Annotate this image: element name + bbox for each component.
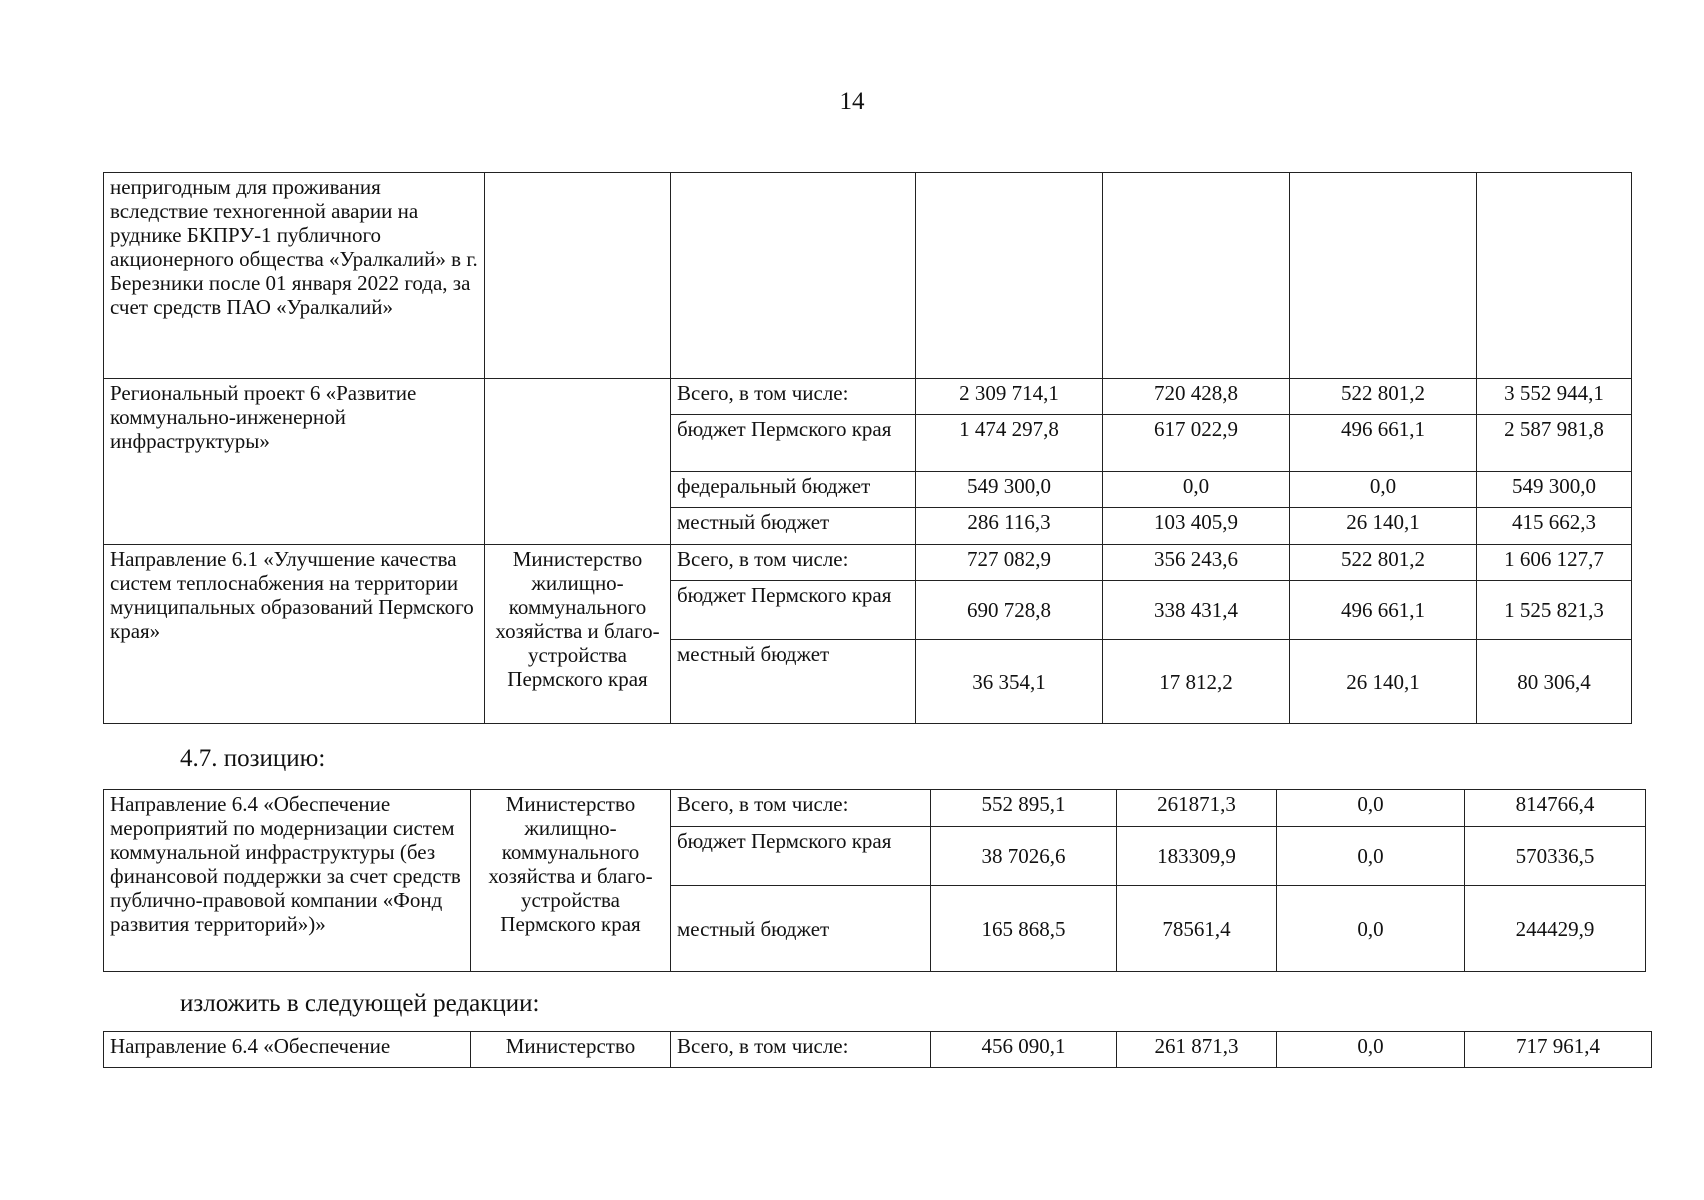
source-cell: Всего, в том числе: [671, 379, 916, 415]
value-cell: 0,0 [1277, 886, 1465, 972]
source-cell: местный бюджет [671, 886, 931, 972]
value-cell: 80 306,4 [1477, 640, 1632, 724]
value-cell: 183309,9 [1117, 827, 1277, 886]
table-row [104, 545, 1632, 581]
source-cell: бюджет Пермского края [671, 827, 931, 886]
value-cell: 522 801,2 [1290, 379, 1477, 415]
value-cell: 456 090,1 [931, 1032, 1117, 1068]
value-cell: 356 243,6 [1103, 545, 1290, 581]
value-cell: 549 300,0 [1477, 472, 1632, 508]
value-cell: 717 961,4 [1465, 1032, 1652, 1068]
caption-new-edition: изложить в следующей редакции: [180, 990, 540, 1017]
value-cell: 0,0 [1277, 1032, 1465, 1068]
direction-6-4-name: Направление 6.4 «Обеспечение мероприятий по модернизации систем коммунальной инфраструктуры (без финансовой поддержки за счет средств публично-правовой компании «Фонд развития территорий»)» [104, 790, 471, 972]
value-cell: 165 868,5 [931, 886, 1117, 972]
direction-6-1-name: Направление 6.1 «Улучшение качества систем теплоснабжения на территории муниципальных образований Пермского края» [104, 545, 485, 724]
value-cell: 261 871,3 [1117, 1032, 1277, 1068]
value-cell: 0,0 [1277, 790, 1465, 827]
value-cell: 1 525 821,3 [1477, 581, 1632, 640]
value-cell: 720 428,8 [1103, 379, 1290, 415]
value-cell: 261871,3 [1117, 790, 1277, 827]
value-cell: 0,0 [1103, 472, 1290, 508]
value-cell: 1 606 127,7 [1477, 545, 1632, 581]
value-cell: 496 661,1 [1290, 415, 1477, 472]
value-cell: 522 801,2 [1290, 545, 1477, 581]
program-table-continued [103, 172, 1632, 724]
value-cell: 103 405,9 [1103, 508, 1290, 545]
source-cell: местный бюджет [671, 640, 916, 724]
value-cell: 690 728,8 [916, 581, 1103, 640]
value-cell: 1 474 297,8 [916, 415, 1103, 472]
source-cell: местный бюджет [671, 508, 916, 545]
value-cell: 549 300,0 [916, 472, 1103, 508]
executor-cell: Министерство жилищно-коммунального хозяйства и благо-устройства Пермского края [485, 545, 671, 724]
position-table-old [103, 789, 1646, 972]
regional-project-6-name: Региональный проект 6 «Развитие коммунально-инженерной инфраструктуры» [104, 379, 485, 545]
source-cell: Всего, в том числе: [671, 1032, 931, 1068]
source-cell: Всего, в том числе: [671, 545, 916, 581]
value-cell: 338 431,4 [1103, 581, 1290, 640]
source-cell: Всего, в том числе: [671, 790, 931, 827]
value-cell: 814766,4 [1465, 790, 1646, 827]
page-number: 14 [839, 88, 865, 115]
table-row [104, 790, 1646, 827]
source-cell: бюджет Пермского края [671, 581, 916, 640]
value-cell: 0,0 [1277, 827, 1465, 886]
value-cell: 2 587 981,8 [1477, 415, 1632, 472]
value-cell: 3 552 944,1 [1477, 379, 1632, 415]
value-cell: 570336,5 [1465, 827, 1646, 886]
value-cell: 78561,4 [1117, 886, 1277, 972]
value-cell: 552 895,1 [931, 790, 1117, 827]
source-cell: федеральный бюджет [671, 472, 916, 508]
value-cell: 617 022,9 [1103, 415, 1290, 472]
value-cell: 2 309 714,1 [916, 379, 1103, 415]
value-cell: 727 082,9 [916, 545, 1103, 581]
value-cell: 415 662,3 [1477, 508, 1632, 545]
table-row [104, 1032, 1652, 1068]
value-cell: 17 812,2 [1103, 640, 1290, 724]
caption-position: 4.7. позицию: [180, 745, 326, 772]
executor-cell: Министерство [471, 1032, 671, 1068]
position-table-new [103, 1031, 1652, 1068]
value-cell: 286 116,3 [916, 508, 1103, 545]
value-cell: 244429,9 [1465, 886, 1646, 972]
row-name-cell: непригодным для проживания вследствие техногенной аварии на руднике БКПРУ-1 публичного акционерного общества «Уралкалий» в г. Березники после 01 января 2022 года, за счет средств ПАО «Уралкалий» [104, 173, 485, 379]
executor-cell-empty [485, 379, 671, 545]
value-cell: 36 354,1 [916, 640, 1103, 724]
table-row [104, 173, 1632, 379]
value-cell: 496 661,1 [1290, 581, 1477, 640]
value-cell: 26 140,1 [1290, 508, 1477, 545]
direction-6-4-name: Направление 6.4 «Обеспечение [104, 1032, 471, 1068]
value-cell: 0,0 [1290, 472, 1477, 508]
source-cell: бюджет Пермского края [671, 415, 916, 472]
value-cell: 26 140,1 [1290, 640, 1477, 724]
value-cell: 38 7026,6 [931, 827, 1117, 886]
table-row [104, 379, 1632, 415]
executor-cell: Министерство жилищно-коммунального хозяйства и благо-устройства Пермского края [471, 790, 671, 972]
